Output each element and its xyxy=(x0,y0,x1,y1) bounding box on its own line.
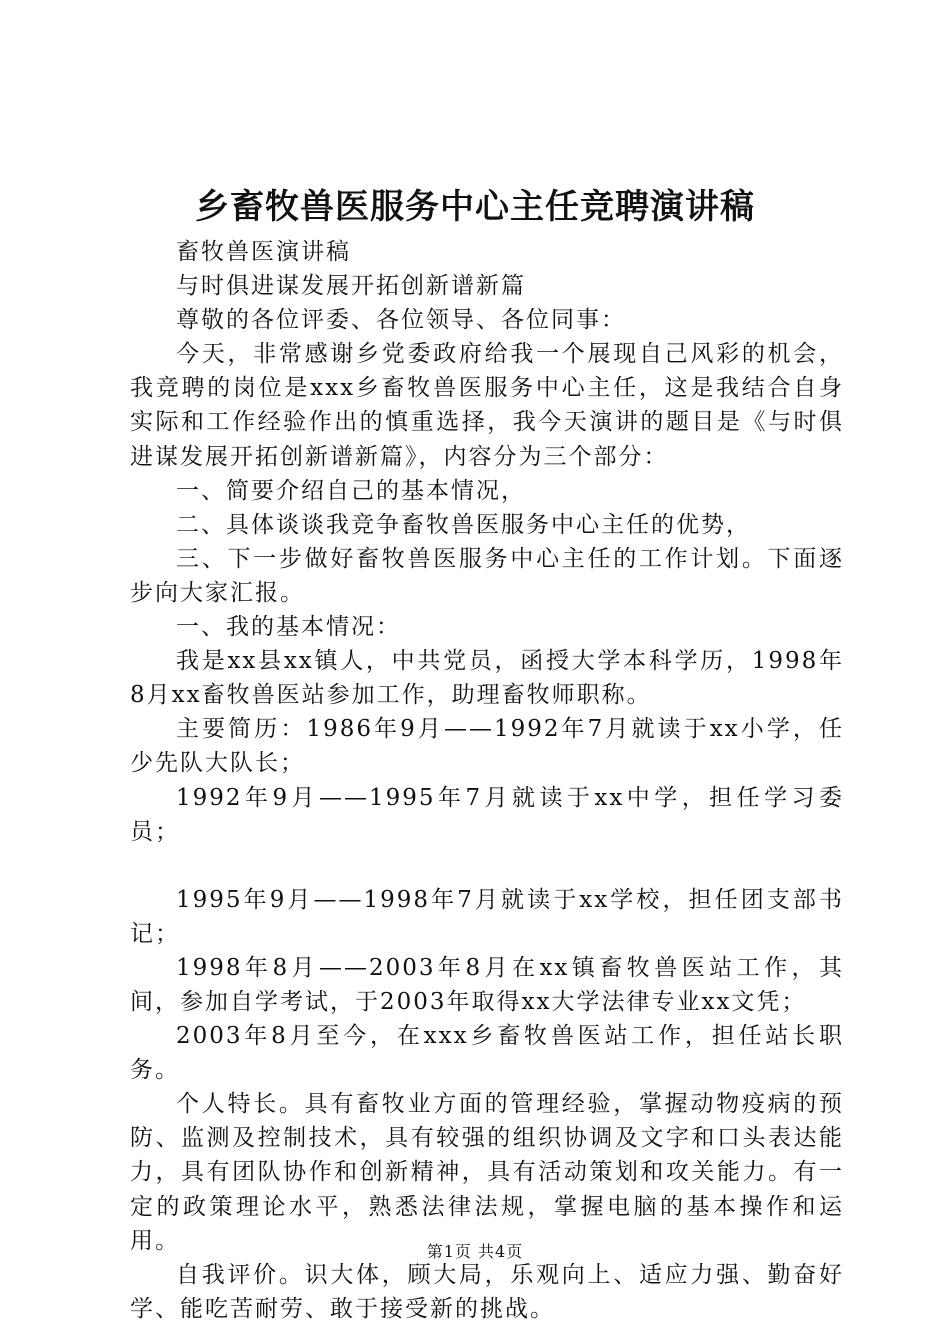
paragraph-self-evaluation: 自我评价。识大体，顾大局，乐观向上、适应力强、勤奋好学、能吃苦耐劳、敢于接受新的挑战。 xyxy=(130,1261,844,1322)
section-heading-basic-info: 一、我的基本情况： xyxy=(176,614,401,641)
paragraph-resume-1: 主要简历：1986年9月——1992年7月就读于xx小学，任少先队大队长； xyxy=(130,716,844,777)
paragraph-theme: 与时俱进谋发展开拓创新谱新篇 xyxy=(176,273,526,300)
paragraph-resume-3: 1995年9月——1998年7月就读于xx学校，担任团支部书记； xyxy=(130,886,844,947)
paragraph-self-intro: 我是xx县xx镇人，中共党员，函授大学本科学历，1998年8月xx畜牧兽医站参加工作，助理畜牧师职称。 xyxy=(130,648,844,709)
paragraph-resume-5: 2003年8月至今，在xxx乡畜牧兽医站工作，担任站长职务。 xyxy=(130,1023,844,1084)
paragraph-subtitle: 畜牧兽医演讲稿 xyxy=(176,239,351,265)
paragraph-outline-1: 一、简要介绍自己的基本情况， xyxy=(176,477,526,504)
document-title: 乡畜牧兽医服务中心主任竞聘演讲稿 xyxy=(195,187,755,227)
blank-line xyxy=(130,849,844,883)
paragraph-resume-4: 1998年8月——2003年8月在xx镇畜牧兽医站工作，其间，参加自学考试，于2003年取得xx大学法律专业xx文凭； xyxy=(130,954,844,1015)
page-footer: 第1页 共4页 xyxy=(426,1242,524,1261)
paragraph-resume-2: 1992年9月——1995年7月就读于xx中学，担任学习委员； xyxy=(130,784,844,845)
paragraph-greeting: 尊敬的各位评委、各位领导、各位同事： xyxy=(176,307,626,334)
paragraph-specialties: 个人特长。具有畜牧业方面的管理经验，掌握动物疫病的预防、监测及控制技术，具有较强的组织协调及文字和口头表达能力，具有团队协作和创新精神，具有活动策划和攻关能力。有一定的政策理论水平，熟悉法律法规，掌握电脑的基本操作和运用。 xyxy=(130,1091,844,1254)
document-body xyxy=(130,235,844,1326)
paragraph-intro: 今天，非常感谢乡党委政府给我一个展现自己风彩的机会，我竞聘的岗位是xxx乡畜牧兽医服务中心主任，这是我结合自身实际和工作经验作出的慎重选择，我今天演讲的题目是《与时俱进谋发展开拓创新谱新篇》，内容分为三个部分： xyxy=(130,341,844,470)
paragraph-outline-3: 三、下一步做好畜牧兽医服务中心主任的工作计划。下面逐步向大家汇报。 xyxy=(130,545,844,606)
paragraph-outline-2: 二、具体谈谈我竞争畜牧兽医服务中心主任的优势， xyxy=(176,511,751,538)
